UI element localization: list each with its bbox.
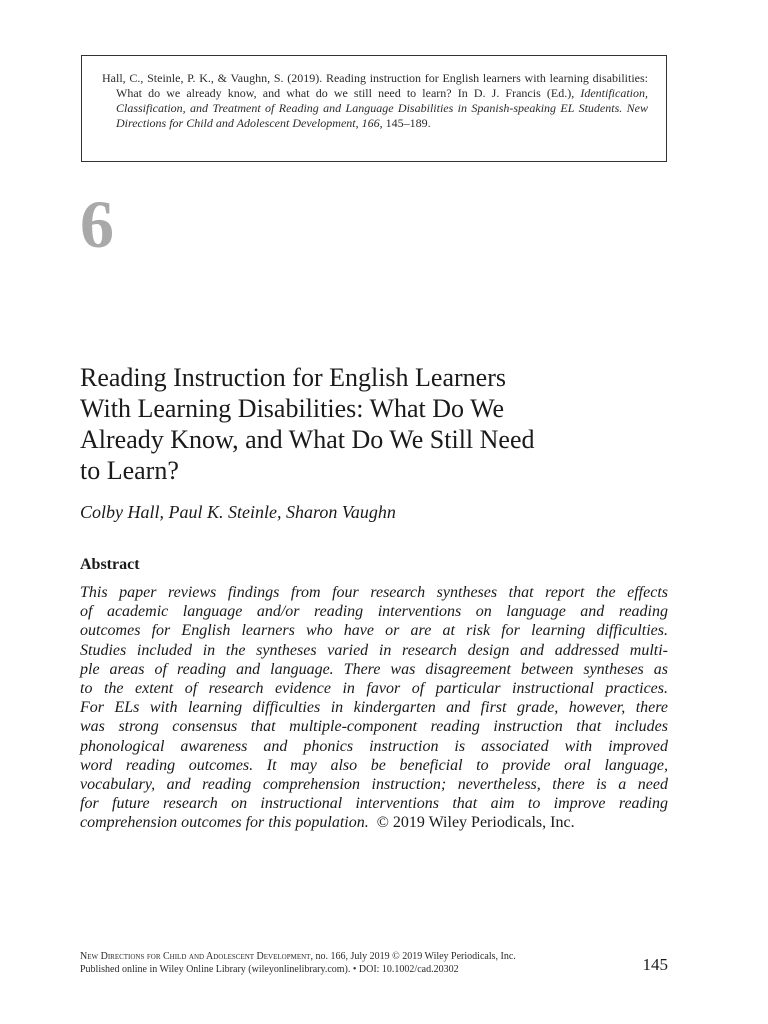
abstract-line: outcomes for English learners who have or are at risk for learning difficulties. bbox=[80, 622, 668, 640]
citation-authors-title: Hall, C., Steinle, P. K., & Vaughn, S. (2019). Reading instruction for English learners with learning disabilities: What do we already know, and what do we still need to learn? In D. J. Francis (Ed.), bbox=[102, 71, 648, 100]
abstract-line: to the extent of research evidence in favor of particular instructional practices. bbox=[80, 680, 668, 698]
citation-volume: 166 bbox=[361, 116, 380, 130]
citation-sep: , bbox=[355, 116, 362, 130]
abstract-line: This paper reviews findings from four research syntheses that report the effects bbox=[80, 584, 668, 601]
citation-text bbox=[102, 71, 648, 131]
footer-journal-details: , no. 166, July 2019 © 2019 Wiley Periodicals, Inc. bbox=[310, 951, 516, 962]
footer-journal-line bbox=[80, 951, 516, 963]
page-number: 145 bbox=[642, 955, 668, 974]
title-line: to Learn? bbox=[80, 456, 179, 485]
copyright-notice: © 2019 Wiley Periodicals, Inc. bbox=[376, 814, 575, 832]
citation-box bbox=[81, 55, 667, 162]
abstract-line: For ELs with learning difficulties in kindergarten and first grade, however, there bbox=[80, 699, 668, 717]
abstract-line: was strong consensus that multiple-component reading instruction that includes bbox=[80, 718, 668, 736]
abstract-line: vocabulary, and reading comprehension instruction; nevertheless, there is a need bbox=[80, 776, 668, 794]
abstract-line: for future research on instructional interventions that aim to improve reading bbox=[80, 795, 668, 813]
citation-book-title: Identification, Classification, and Treatment of Reading and Language Disabilities in Spanish-speaking EL Students. New Directions for Child and Adolescent Development bbox=[116, 86, 648, 130]
title-line: Already Know, and What Do We Still Need bbox=[80, 425, 535, 454]
title-line: With Learning Disabilities: What Do We bbox=[80, 394, 505, 423]
abstract-body bbox=[80, 583, 668, 833]
title-line: Reading Instruction for English Learners bbox=[80, 363, 506, 392]
footer-journal-name: New Directions for Child and Adolescent Development bbox=[80, 951, 311, 962]
footer-published-line: Published online in Wiley Online Library (wileyonlinelibrary.com). • DOI: 10.1002/cad.20302 bbox=[80, 964, 459, 975]
author-list: Colby Hall, Paul K. Steinle, Sharon Vaughn bbox=[80, 502, 396, 522]
citation-pages: , 145–189. bbox=[379, 116, 431, 130]
abstract-line: word reading outcomes. It may also be beneficial to provide oral language, bbox=[80, 756, 668, 774]
chapter-number: 6 bbox=[80, 186, 114, 262]
abstract-line: phonological awareness and phonics instruction is associated with improved bbox=[80, 737, 668, 755]
article-title bbox=[80, 362, 680, 486]
abstract-heading: Abstract bbox=[80, 556, 140, 573]
abstract-line: Studies included in the syntheses varied in research design and addressed multi- bbox=[80, 641, 668, 659]
abstract-line: of academic language and/or reading interventions on language and reading bbox=[80, 603, 668, 621]
abstract-last-line bbox=[80, 813, 668, 832]
abstract-last-text: comprehension outcomes for this population. bbox=[80, 814, 369, 832]
abstract-line: ple areas of reading and language. There was disagreement between syntheses as bbox=[80, 660, 668, 678]
